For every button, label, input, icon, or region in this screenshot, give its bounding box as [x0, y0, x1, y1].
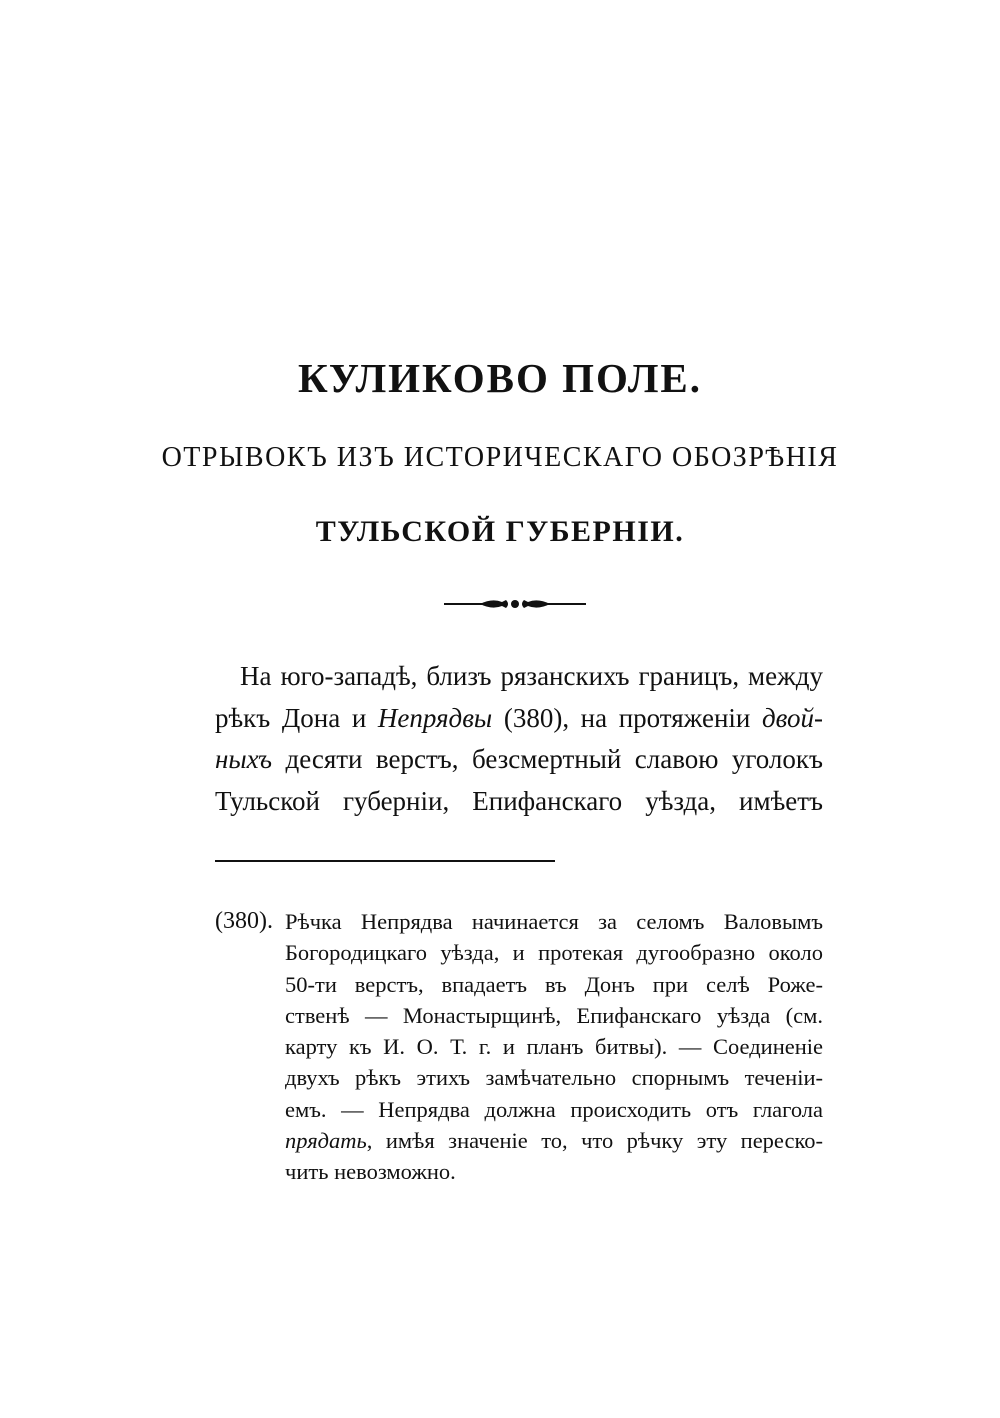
footnote-line: Рѣчка Непрядва начинается за селомъ Валовымъ — [285, 909, 823, 934]
chapter-subtitle: ОТРЫВОКЪ ИЗЪ ИСТОРИЧЕСКАГО ОБОЗРѢНІЯ — [161, 442, 839, 473]
footnote-text — [285, 906, 823, 1188]
footnote-separator-rule — [215, 860, 555, 862]
footnote-line: чить невозможно. — [285, 1159, 456, 1185]
paragraph-italic-text: ныхъ — [215, 744, 273, 774]
footnote-marker: (380). — [215, 908, 273, 934]
paragraph-line — [215, 739, 823, 781]
footnote-text-run: , имѣя значеніе то, что рѣчку эту переско- — [366, 1128, 823, 1154]
footnote-line: емъ. — Непрядва должна происходить отъ глагола — [285, 1096, 823, 1122]
ornament-divider-icon — [440, 594, 590, 614]
paragraph-italic-text: двой- — [761, 702, 823, 733]
footnote-line: двухъ рѣкъ этихъ замѣчательно спорнымъ теченіи- — [285, 1065, 823, 1091]
footnote-line: карту къ И. О. Т. г. и планъ битвы). — Соединеніе — [285, 1034, 823, 1060]
chapter-subtitle-second-line: ТУЛЬСКОЙ ГУБЕРНІИ. — [315, 515, 685, 548]
paragraph-italic-text: Непрядвы — [377, 702, 493, 733]
footnote-line: 50-ти верстъ, впадаетъ въ Донъ при селѣ Роже- — [285, 971, 823, 997]
footnote-italic-text: прядать — [285, 1128, 367, 1154]
paragraph-line: На юго-западѣ, близъ рязанскихъ границъ, между — [240, 661, 823, 691]
chapter-title: КУЛИКОВО ПОЛЕ. — [297, 355, 702, 401]
footnote-line — [285, 1125, 823, 1156]
footnote-line: ственѣ — Монастырщинѣ, Епифанскаго уѣзда (см. — [285, 1002, 823, 1028]
paragraph-line — [215, 698, 823, 740]
paragraph-text: десяти верстъ, безсмертный славою уголокъ — [272, 744, 823, 774]
footnote-line: Богородицкаго уѣзда, и протекая дугообразно около — [285, 940, 823, 966]
paragraph-text: (380), на протяженіи — [492, 702, 762, 733]
paragraph-text: рѣкъ Дона и — [215, 702, 378, 733]
paragraph-line: Тульской губерніи, Епифанскаго уѣзда, имѣетъ — [215, 785, 823, 816]
main-paragraph — [215, 656, 823, 822]
